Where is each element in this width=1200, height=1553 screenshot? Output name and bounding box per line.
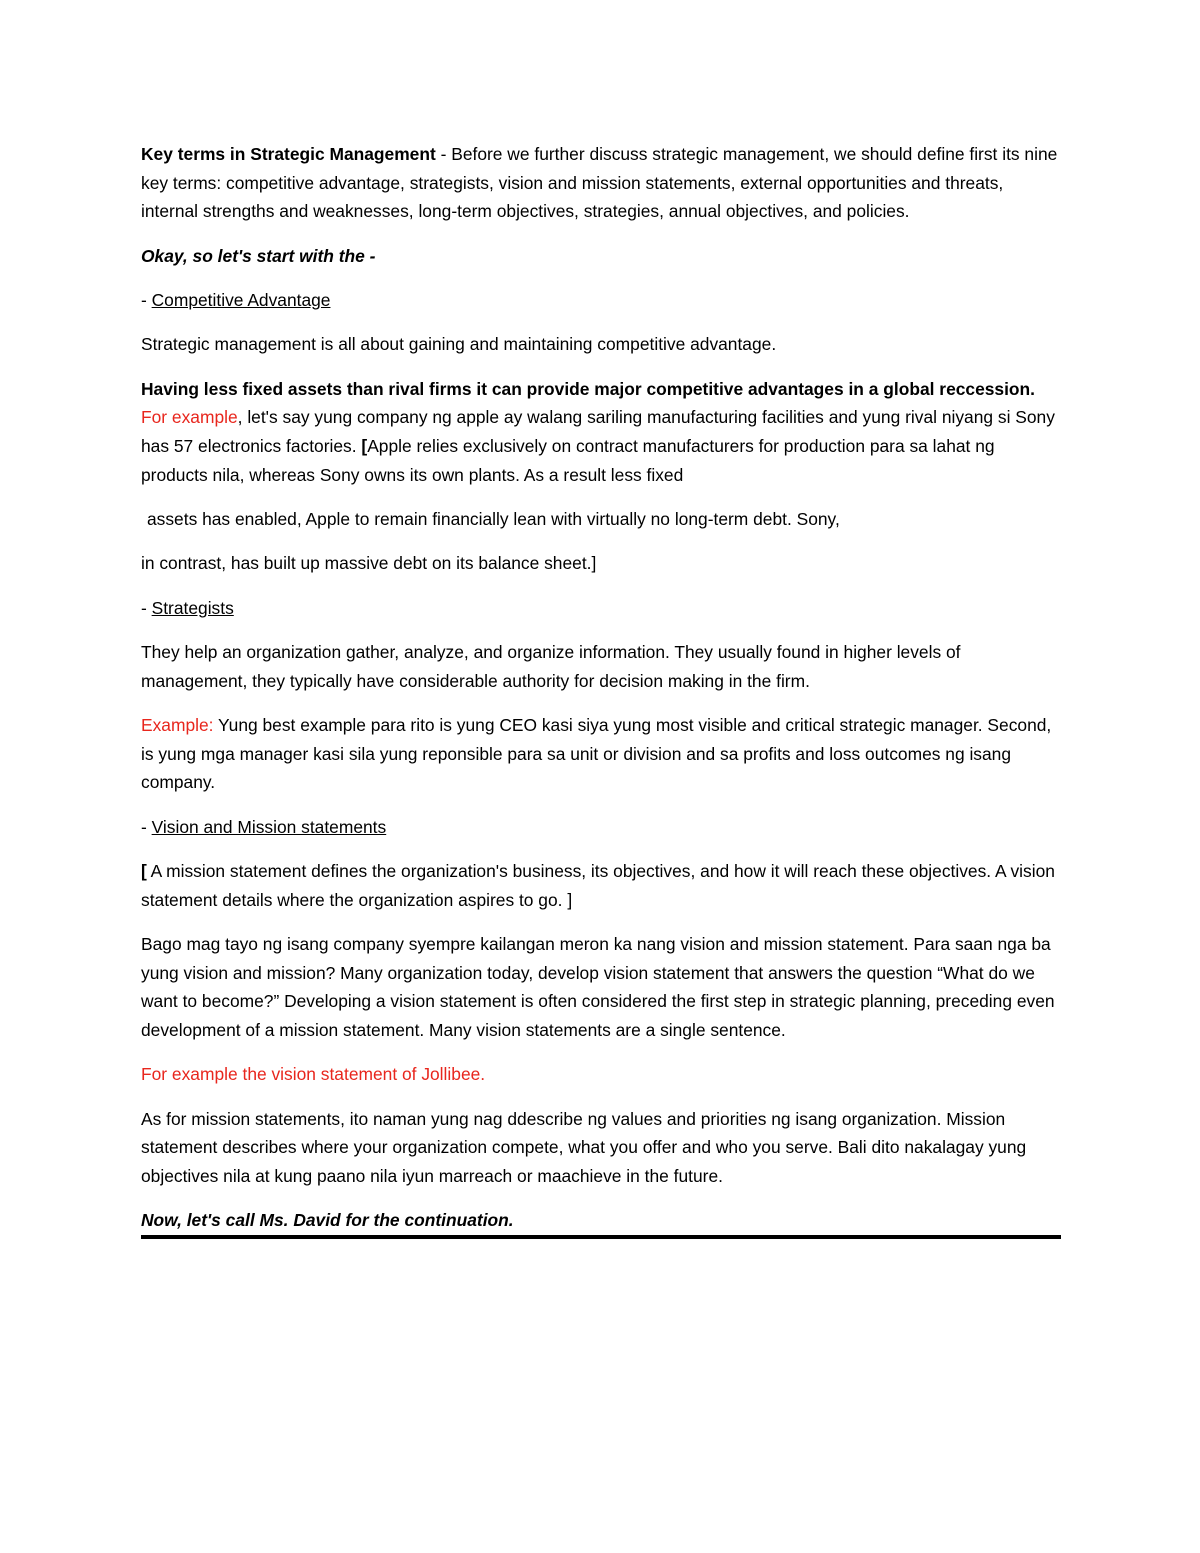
example-label: Example: xyxy=(141,714,214,735)
lead-in xyxy=(141,242,1061,271)
open-bracket: [ xyxy=(141,860,147,881)
section-heading-vision-mission xyxy=(141,813,1061,842)
paragraph-text-continued: Apple relies exclusively on contract manufacturers for production para sa lahat ng products nila, whereas Sony owns its own plants. As a result less fixed xyxy=(141,436,995,485)
section-heading-competitive-advantage xyxy=(141,286,1061,315)
section-heading-strategists xyxy=(141,594,1061,623)
paragraph-text: , let's say yung company ng apple ay walang sariling manufacturing facilities and yung rival niyang si Sony has 57 electronics factories. xyxy=(141,407,1055,456)
competitive-advantage-paragraph-1 xyxy=(141,330,1061,359)
vision-mission-paragraph-2 xyxy=(141,930,1061,1045)
vision-mission-paragraph-4 xyxy=(141,1105,1061,1191)
paragraph-text: Yung best example para rito is yung CEO kasi siya yung most visible and critical strategic manager. Second, is yung mga manager kasi sila yung reponsible para sa unit or division and sa profits and loss outcomes ng isang company. xyxy=(141,714,1052,793)
strategists-paragraph-2 xyxy=(141,711,1061,797)
for-example-label: For example xyxy=(141,407,238,428)
vision-mission-paragraph-3 xyxy=(141,1060,1061,1089)
strategists-paragraph-1 xyxy=(141,638,1061,695)
document-page xyxy=(141,140,1061,1255)
competitive-advantage-paragraph-3 xyxy=(141,505,1061,534)
dash: - xyxy=(141,290,152,310)
paragraph-text: assets has enabled, Apple to remain financially lean with virtually no long-term debt. Sony, xyxy=(147,509,840,529)
vision-mission-heading: Vision and Mission statements xyxy=(151,816,387,837)
open-bracket: [ xyxy=(361,436,368,456)
jollibee-example: For example the vision statement of Jollibee. xyxy=(141,1064,486,1085)
intro-text: - Before we further discuss strategic management, we should define first its nine key terms: competitive advantage, strategists, vision and mission statements, external opportunities and threats, internal strengths and weaknesses, long-term objectives, strategies, annual objectives, and policies. xyxy=(141,144,1058,222)
paragraph-text: Bago mag tayo ng isang company syempre kailangan meron ka nang vision and mission statement. Para saan nga ba yung vision and mission? Many organization today, develop vision statement that answers the question “What do we want to become?” Developing a vision statement is often considered the first step in strategic planning, preceding even development of a mission statement. Many vision statements are a single sentence. xyxy=(141,933,1055,1040)
bold-statement: Having less fixed assets than rival firms it can provide major competitive advantages in a global reccession. xyxy=(141,378,1036,399)
intro-heading: Key terms in Strategic Management xyxy=(141,144,436,164)
paragraph-text: As for mission statements, ito naman yung nag ddescribe ng values and priorities ng isang organization. Mission statement describes where your organization compete, what you offer and who you serve. Bali dito nakalagay yung objectives nila at kung paano nila iyun marreach or maachieve in the future. xyxy=(141,1108,1027,1186)
intro-paragraph xyxy=(141,140,1061,226)
competitive-advantage-heading: Competitive Advantage xyxy=(151,290,331,310)
closing-text: Now, let's call Ms. David for the continuation. xyxy=(141,1210,514,1231)
paragraph-text: in contrast, has built up massive debt on its balance sheet.] xyxy=(141,553,597,574)
competitive-advantage-paragraph-2 xyxy=(141,375,1061,490)
paragraph-text: A mission statement defines the organization's business, its objectives, and how it will reach these objectives. A vision statement details where the organization aspires to go. ] xyxy=(141,860,1055,910)
strategists-heading: Strategists xyxy=(151,597,234,618)
dash: - xyxy=(141,597,152,618)
paragraph-text: Strategic management is all about gaining and maintaining competitive advantage. xyxy=(141,334,777,355)
competitive-advantage-paragraph-4 xyxy=(141,549,1061,578)
lead-in-text: Okay, so let's start with the - xyxy=(141,245,376,266)
dash: - xyxy=(141,816,152,837)
closing-line xyxy=(141,1206,1061,1239)
paragraph-text: They help an organization gather, analyze, and organize information. They usually found in higher levels of management, they typically have considerable authority for decision making in the firm. xyxy=(141,641,961,691)
vision-mission-paragraph-1 xyxy=(141,857,1061,914)
